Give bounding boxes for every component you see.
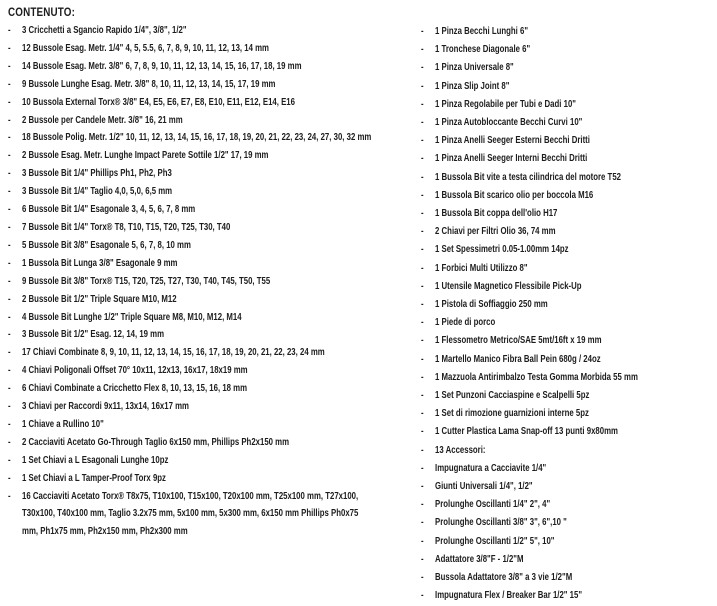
list-item [421, 41, 717, 59]
bullet-dash: - [8, 329, 11, 341]
list-item-text: 13 Accessori: [435, 444, 486, 456]
list-item-text: 1 Set Chiavi a L Esagonali Lunghe 10pz [22, 454, 169, 466]
list-item-text: Prolunghe Oscillanti 1/4" 2", 4" [435, 499, 551, 511]
bullet-dash: - [421, 135, 424, 147]
list-item [8, 22, 371, 40]
list-item [8, 94, 371, 112]
list-item-text: 9 Bussole Lunghe Esag. Metr. 3/8" 8, 10, 11, 12, 13, 14, 15, 17, 19 mm [22, 78, 276, 90]
bullet-dash: - [8, 239, 11, 251]
list-item-text: 1 Bussola Bit Lunga 3/8" Esagonale 9 mm [22, 257, 178, 269]
list-item [8, 147, 371, 165]
bullet-dash: - [8, 78, 11, 90]
bullet-dash: - [421, 189, 424, 201]
contents-column-left [8, 22, 371, 541]
bullet-dash: - [421, 499, 424, 511]
bullet-dash: - [421, 244, 424, 256]
list-item [421, 223, 717, 241]
list-item-text: 1 Piede di porco [435, 317, 496, 329]
bullet-dash: - [8, 114, 11, 126]
bullet-dash: - [421, 353, 424, 365]
list-item-text: 12 Bussole Esag. Metr. 1/4" 4, 5, 5.5, 6, 7, 8, 9, 10, 11, 12, 13, 14 mm [22, 42, 269, 54]
list-item-text: 9 Bussole Bit 3/8" Torx® T15, T20, T25, T27, T30, T40, T45, T50, T55 [22, 275, 271, 287]
bullet-dash: - [421, 462, 424, 474]
bullet-dash: - [421, 262, 424, 274]
list-item-text: 2 Bussole Bit 1/2" Triple Square M10, M12 [22, 293, 177, 305]
list-item [421, 260, 717, 278]
bullet-dash: - [8, 25, 11, 36]
list-item [8, 76, 371, 94]
list-item [8, 398, 371, 416]
list-item [8, 326, 371, 344]
list-item [421, 296, 717, 314]
list-item [8, 452, 371, 470]
list-item-text: 3 Chiavi per Raccordi 9x11, 13x14, 16x17 mm [22, 401, 189, 413]
list-item [8, 112, 371, 130]
list-item-text: 17 Chiavi Combinate 8, 9, 10, 11, 12, 13, 14, 15, 16, 17, 18, 19, 20, 21, 22, 23, 24 mm [22, 347, 325, 359]
bullet-dash: - [421, 117, 424, 129]
bullet-dash: - [421, 390, 424, 402]
list-item-text: 3 Bussole Bit 1/2" Esag. 12, 14, 19 mm [22, 329, 165, 341]
list-item [421, 587, 717, 605]
list-item-text: 10 Bussola External Torx® 3/8" E4, E5, E6, E7, E8, E10, E11, E12, E14, E16 [22, 96, 295, 108]
list-item-text: 1 Martello Manico Fibra Ball Pein 680g / 24oz [435, 353, 601, 365]
list-item-text: 1 Set Punzoni Cacciaspine e Scalpelli 5pz [435, 390, 590, 402]
bullet-dash: - [421, 317, 424, 329]
bullet-dash: - [421, 80, 424, 92]
list-item [8, 40, 371, 58]
bullet-dash: - [421, 517, 424, 529]
list-item [421, 278, 717, 296]
list-item [421, 496, 717, 514]
list-item-text: 1 Pistola di Soffiaggio 250 mm [435, 299, 548, 311]
list-item-text: 1 Pinza Becchi Lunghi 6" [435, 26, 529, 37]
list-item-text: 1 Pinza Regolabile per Tubi e Dadi 10" [435, 98, 577, 110]
bullet-dash: - [421, 371, 424, 383]
list-item-text: 16 Cacciaviti Acetato Torx® T8x75, T10x100, T15x100, T20x100 mm, T25x100 mm, T27x100, T30x100, T40x100 mm, Taglio 3.2x75 mm, 5x100 mm, 5x300 mm, 6x150 mm Phillips Ph0x75 mm, Ph1x75 mm, Ph2x150 mm, Ph2x300 mm [22, 490, 359, 538]
list-item-text: 6 Bussole Bit 1/4" Esagonale 3, 4, 5, 6, 7, 8 mm [22, 204, 196, 216]
bullet-dash: - [421, 44, 424, 56]
list-item [421, 405, 717, 423]
list-item [8, 488, 371, 542]
list-item-text: 3 Cricchetti a Sgancio Rapido 1/4", 3/8", 1/2" [22, 25, 187, 36]
list-item [421, 187, 717, 205]
list-item-text: 6 Chiavi Combinate a Cricchetto Flex 8, 10, 13, 15, 16, 18 mm [22, 383, 248, 395]
list-item-text: 1 Pinza Anelli Seeger Interni Becchi Dritti [435, 153, 588, 165]
list-item-text: Prolunghe Oscillanti 1/2" 5", 10" [435, 535, 555, 547]
contents-column-right [421, 23, 717, 606]
list-item [8, 273, 371, 291]
list-item-text: Bussola Adattatore 3/8" a 3 vie 1/2"M [435, 572, 573, 584]
bullet-dash: - [8, 257, 11, 269]
page-title: CONTENUTO: [8, 5, 76, 19]
bullet-dash: - [8, 472, 11, 484]
list-item [8, 129, 371, 147]
bullet-dash: - [421, 280, 424, 292]
bullet-dash: - [421, 481, 424, 493]
bullet-dash: - [8, 383, 11, 395]
list-item-text: 1 Pinza Universale 8" [435, 62, 514, 74]
list-item [8, 309, 371, 327]
list-item-text: 3 Bussole Bit 1/4" Phillips Ph1, Ph2, Ph3 [22, 168, 172, 180]
list-item-text: 1 Set di rimozione guarnizioni interne 5pz [435, 408, 589, 420]
bullet-dash: - [8, 168, 11, 180]
bullet-dash: - [8, 275, 11, 287]
bullet-dash: - [421, 535, 424, 547]
list-item [421, 478, 717, 496]
bullet-dash: - [421, 408, 424, 420]
list-item [421, 96, 717, 114]
bullet-dash: - [421, 553, 424, 565]
list-item-text: 3 Bussole Bit 1/4" Taglio 4,0, 5,0, 6,5 mm [22, 186, 173, 198]
list-item [8, 219, 371, 237]
bullet-dash: - [421, 444, 424, 456]
bullet-dash: - [8, 132, 11, 144]
list-item [8, 470, 371, 488]
list-item [421, 114, 717, 132]
bullet-dash: - [8, 490, 11, 502]
bullet-dash: - [8, 365, 11, 377]
bullet-dash: - [421, 299, 424, 311]
list-item [8, 237, 371, 255]
bullet-dash: - [421, 171, 424, 183]
list-item-text: 1 Chiave a Rullino 10" [22, 418, 104, 430]
list-item [421, 169, 717, 187]
list-item-text: 5 Bussole Bit 3/8" Esagonale 5, 6, 7, 8, 10 mm [22, 239, 191, 251]
list-item [8, 201, 371, 219]
list-item [421, 23, 717, 41]
list-item [8, 380, 371, 398]
list-item-text: 2 Chiavi per Filtri Olio 36, 74 mm [435, 226, 556, 238]
list-item [421, 551, 717, 569]
list-item-text: 1 Bussola Bit vite a testa cilindrica del motore T52 [435, 171, 622, 183]
list-item [8, 255, 371, 273]
bullet-dash: - [421, 208, 424, 220]
list-item [8, 58, 371, 76]
bullet-dash: - [8, 186, 11, 198]
list-item-text: 1 Forbici Multi Utilizzo 8" [435, 262, 528, 274]
list-item [421, 150, 717, 168]
list-item [421, 514, 717, 532]
bullet-dash: - [8, 311, 11, 323]
list-item [8, 434, 371, 452]
bullet-dash: - [8, 221, 11, 233]
list-item [421, 351, 717, 369]
list-item-text: 4 Chiavi Poligonali Offset 70° 10x11, 12x13, 16x17, 18x19 mm [22, 365, 248, 377]
list-item-text: 14 Bussole Esag. Metr. 3/8" 6, 7, 8, 9, 10, 11, 12, 13, 14, 15, 16, 17, 18, 19 mm [22, 60, 302, 72]
list-item [421, 423, 717, 441]
list-item-text: Impugnatura Flex / Breaker Bar 1/2" 15" [435, 590, 583, 602]
list-item [8, 416, 371, 434]
bullet-dash: - [8, 436, 11, 448]
list-item [8, 362, 371, 380]
list-item-text: 7 Bussole Bit 1/4" Torx® T8, T10, T15, T20, T25, T30, T40 [22, 221, 231, 233]
list-item-text: 1 Cutter Plastica Lama Snap-off 13 punti 9x80mm [435, 426, 618, 438]
list-item [8, 344, 371, 362]
list-item-text: 1 Mazzuola Antirimbalzo Testa Gomma Morbida 55 mm [435, 371, 638, 383]
list-item-text: 1 Pinza Slip Joint 8" [435, 80, 510, 92]
bullet-dash: - [8, 96, 11, 108]
list-item-text: 1 Tronchese Diagonale 6" [435, 44, 531, 56]
list-item [421, 314, 717, 332]
list-item [421, 533, 717, 551]
list-item-text: 1 Set Spessimetri 0.05-1.00mm 14pz [435, 244, 569, 256]
list-item-text: 1 Utensile Magnetico Flessibile Pick-Up [435, 280, 582, 292]
list-item-text: 1 Set Chiavi a L Tamper-Proof Torx 9pz [22, 472, 166, 484]
list-item-text: 18 Bussole Polig. Metr. 1/2" 10, 11, 12, 13, 14, 15, 16, 17, 18, 19, 20, 21, 22, 23, 24, 27, 30, 32 mm [22, 132, 372, 144]
list-item [421, 460, 717, 478]
list-item-text: 1 Pinza Autobloccante Becchi Curvi 10" [435, 117, 583, 129]
list-item [421, 442, 717, 460]
list-item-text: 2 Bussole Esag. Metr. Lunghe Impact Parete Sottile 1/2" 17, 19 mm [22, 150, 269, 162]
list-item-text: Impugnatura a Cacciavite 1/4" [435, 462, 547, 474]
bullet-dash: - [8, 150, 11, 162]
list-item [8, 165, 371, 183]
list-item [421, 369, 717, 387]
list-item [8, 183, 371, 201]
list-item-text: 1 Flessometro Metrico/SAE 5mt/16ft x 19 mm [435, 335, 602, 347]
list-item [421, 569, 717, 587]
list-item [421, 332, 717, 350]
bullet-dash: - [421, 335, 424, 347]
bullet-dash: - [421, 572, 424, 584]
list-item [421, 205, 717, 223]
bullet-dash: - [8, 401, 11, 413]
bullet-dash: - [8, 418, 11, 430]
list-item [421, 241, 717, 259]
list-item-text: Adattatore 3/8"F - 1/2"M [435, 553, 524, 565]
list-item-text: 1 Bussola Bit scarico olio per boccola M16 [435, 189, 594, 201]
bullet-dash: - [8, 42, 11, 54]
bullet-dash: - [421, 226, 424, 238]
list-item-text: 1 Pinza Anelli Seeger Esterni Becchi Dritti [435, 135, 590, 147]
bullet-dash: - [421, 590, 424, 602]
list-item [421, 132, 717, 150]
list-item [421, 78, 717, 96]
list-item-text: 2 Cacciaviti Acetato Go-Through Taglio 6x150 mm, Phillips Ph2x150 mm [22, 436, 290, 448]
list-item [421, 387, 717, 405]
bullet-dash: - [8, 204, 11, 216]
list-item-text: 2 Bussole per Candele Metr. 3/8" 16, 21 mm [22, 114, 183, 126]
list-item [8, 291, 371, 309]
list-item [421, 59, 717, 77]
list-item-text: Prolunghe Oscillanti 3/8" 3", 6",10 " [435, 517, 567, 529]
list-item-text: 4 Bussole Bit Lunghe 1/2" Triple Square M8, M10, M12, M14 [22, 311, 242, 323]
bullet-dash: - [8, 347, 11, 359]
list-item-text: 1 Bussola Bit coppa dell'olio H17 [435, 208, 558, 220]
bullet-dash: - [8, 60, 11, 72]
bullet-dash: - [421, 62, 424, 74]
bullet-dash: - [421, 98, 424, 110]
bullet-dash: - [421, 153, 424, 165]
bullet-dash: - [8, 454, 11, 466]
bullet-dash: - [8, 293, 11, 305]
bullet-dash: - [421, 26, 424, 37]
list-item-text: Giunti Universali 1/4", 1/2" [435, 481, 533, 493]
bullet-dash: - [421, 426, 424, 438]
